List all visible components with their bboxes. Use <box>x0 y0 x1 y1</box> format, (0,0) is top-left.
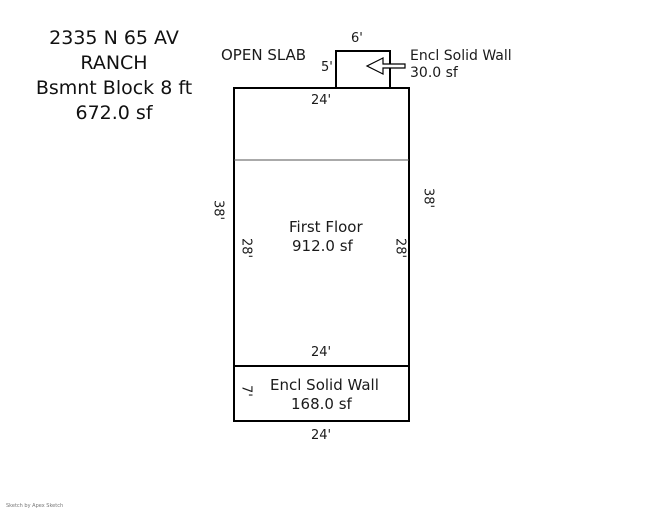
dimension-mid-width: 24' <box>311 345 332 360</box>
label-encl-top-name: Encl Solid Wall <box>410 48 512 64</box>
dimension-bottom-left-height: 7' <box>238 385 254 397</box>
dimension-right-inner: 28' <box>392 238 408 259</box>
dimension-left-outer: 38' <box>210 200 226 221</box>
footer-note: Sketch by Apex Sketch <box>6 503 64 509</box>
title-line-address: 2335 N 65 AV <box>49 27 179 49</box>
title-line-area: 672.0 sf <box>75 102 153 125</box>
label-encl-top-area: 30.0 sf <box>410 65 458 81</box>
property-title-block <box>14 26 214 126</box>
dimension-bumpout-left: 5' <box>321 60 333 75</box>
label-encl-bottom-area: 168.0 sf <box>291 395 352 413</box>
label-first-floor-name: First Floor <box>289 218 363 236</box>
title-line-style: RANCH <box>80 52 148 75</box>
label-first-floor-area: 912.0 sf <box>292 237 353 255</box>
label-encl-bottom-name: Encl Solid Wall <box>270 376 379 394</box>
dimension-bumpout-top: 6' <box>351 31 363 46</box>
title-line-basement: Bsmnt Block 8 ft <box>35 77 193 100</box>
dimension-right-outer: 38' <box>420 188 436 209</box>
dimension-bottom-width: 24' <box>311 428 332 443</box>
label-open-slab: OPEN SLAB <box>221 46 307 64</box>
leader-arrow-icon <box>367 58 405 74</box>
dimension-top-width: 24' <box>311 93 332 108</box>
dimension-left-inner: 28' <box>238 238 254 259</box>
